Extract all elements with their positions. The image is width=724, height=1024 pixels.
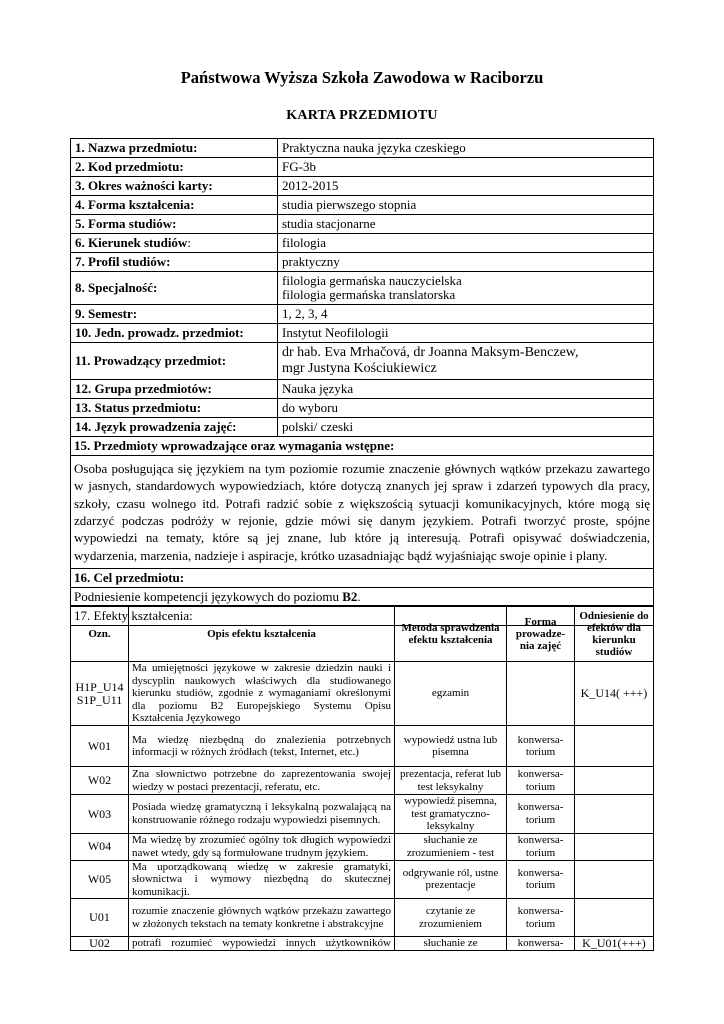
section16-level: B2 bbox=[342, 589, 358, 604]
effect-code: W03 bbox=[71, 795, 129, 834]
section16-text bbox=[71, 588, 654, 607]
section15-line: Osoba posługująca się językiem na tym poziomie rozumie znaczenie głównych wątków przekazu zawartego bbox=[74, 460, 650, 476]
info-label: 12. Grupa przedmiotów: bbox=[71, 380, 278, 399]
table-row bbox=[71, 726, 654, 767]
info-value: 1, 2, 3, 4 bbox=[278, 305, 654, 324]
info-row bbox=[71, 234, 654, 253]
info-row bbox=[71, 305, 654, 324]
section17-title: 17. Efekty kształcenia: bbox=[71, 607, 654, 626]
section16-header-row bbox=[71, 569, 654, 588]
section15-line: szkoły, czasu wolnego itd. Potrafi radzić sobie z większością sytuacji komunikacyjnych, które mogą się bbox=[74, 495, 650, 511]
effect-form: konwersa-torium bbox=[507, 767, 575, 795]
effect-code: U02 bbox=[71, 937, 129, 951]
effect-description: Ma wiedzę by zrozumieć ogólny tok długich wypowiedzi nawet wtedy, gdy są formułowane trudnym językiem. bbox=[129, 833, 395, 860]
section15-line: wypowiedzi na tematy, które są jej znane, lub które ją interesują. Potrafi opisywać doświadczenia, bbox=[74, 530, 650, 546]
effect-method: słuchanie ze bbox=[395, 937, 507, 951]
info-label: 8. Specjalność: bbox=[71, 272, 278, 305]
table-row bbox=[71, 767, 654, 795]
effect-reference bbox=[575, 795, 654, 834]
effect-code: W05 bbox=[71, 860, 129, 899]
info-value: Nauka języka bbox=[278, 380, 654, 399]
info-row bbox=[71, 196, 654, 215]
sections-table bbox=[70, 436, 654, 626]
table-row bbox=[71, 833, 654, 860]
info-row bbox=[71, 380, 654, 399]
info-label-colon: : bbox=[187, 235, 191, 250]
table-row bbox=[71, 795, 654, 834]
col-header-opis: Opis efektu kształcenia bbox=[129, 606, 395, 662]
col-header-forma: Forma prowadze-nia zajęć bbox=[507, 606, 575, 662]
info-value-line: mgr Justyna Kościukiewicz bbox=[282, 361, 437, 376]
info-value: 2012-2015 bbox=[278, 177, 654, 196]
effect-reference: K_U14( +++) bbox=[575, 662, 654, 726]
section16-text-main: Podniesienie kompetencji językowych do poziomu bbox=[74, 589, 343, 604]
info-value: studia stacjonarne bbox=[278, 215, 654, 234]
info-label: 10. Jedn. prowadz. przedmiot: bbox=[71, 324, 278, 343]
info-value: do wyboru bbox=[278, 399, 654, 418]
effect-form: konwersa-torium bbox=[507, 726, 575, 767]
effects-header-row bbox=[71, 606, 654, 662]
effect-code: W01 bbox=[71, 726, 129, 767]
section15-header-row bbox=[71, 437, 654, 456]
effect-description: Ma wiedzę niezbędną do znalezienia potrzebnych informacji w różnych źródłach (tekst, Internet, etc.) bbox=[129, 726, 395, 767]
info-row bbox=[71, 418, 654, 437]
section15-body-row bbox=[71, 456, 654, 569]
effect-form: konwersa-torium bbox=[507, 833, 575, 860]
effect-code: W02 bbox=[71, 767, 129, 795]
effect-method: słuchanie ze zrozumieniem - test bbox=[395, 833, 507, 860]
section15-line: zdarzyć podczas podróży w rejonie, gdzie mówi się danym językiem. Potrafi tworzyć proste, spójne bbox=[74, 513, 650, 528]
effect-reference bbox=[575, 833, 654, 860]
col-header-metoda: Metoda sprawdzenia efektu kształcenia bbox=[395, 606, 507, 662]
col-header-ozn: Ozn. bbox=[71, 606, 129, 662]
table-row bbox=[71, 899, 654, 937]
section16-text-end: . bbox=[357, 589, 361, 604]
info-value: studia pierwszego stopnia bbox=[278, 196, 654, 215]
info-value-line: filologia germańska nauczycielska bbox=[282, 273, 462, 288]
col-header-odniesienie: Odniesienie do efektów dla kierunku studiów bbox=[575, 606, 654, 662]
effect-description: Zna słownictwo potrzebne do zaprezentowania swojej wiedzy w postaci prezentacji, referatu, etc. bbox=[129, 767, 395, 795]
info-value: filologia bbox=[278, 234, 654, 253]
effect-form: konwersa-torium bbox=[507, 899, 575, 937]
effect-method: egzamin bbox=[395, 662, 507, 726]
effect-method: czytanie ze zrozumieniem bbox=[395, 899, 507, 937]
section16-title: 16. Cel przedmiotu: bbox=[71, 569, 654, 588]
info-label: 1. Nazwa przedmiotu: bbox=[71, 139, 278, 158]
effect-method: wypowiedź ustna lub pisemna bbox=[395, 726, 507, 767]
info-row bbox=[71, 139, 654, 158]
section15-text bbox=[71, 456, 654, 569]
effect-reference bbox=[575, 726, 654, 767]
info-label bbox=[71, 234, 278, 253]
info-row bbox=[71, 399, 654, 418]
effect-form: konwersa- bbox=[507, 937, 575, 951]
effect-description: potrafi rozumieć wypowiedzi innych użytkowników bbox=[129, 937, 395, 951]
info-label: 14. Język prowadzenia zajęć: bbox=[71, 418, 278, 437]
effect-reference bbox=[575, 899, 654, 937]
effect-method: odgrywanie ról, ustne prezentacje bbox=[395, 860, 507, 899]
info-value bbox=[278, 343, 654, 380]
info-value: polski/ czeski bbox=[278, 418, 654, 437]
effect-reference bbox=[575, 767, 654, 795]
info-row bbox=[71, 343, 654, 380]
effect-code: U01 bbox=[71, 899, 129, 937]
effect-method: prezentacja, referat lub test leksykalny bbox=[395, 767, 507, 795]
info-value-line: filologia germańska translatorska bbox=[282, 287, 456, 302]
info-label: 5. Forma studiów: bbox=[71, 215, 278, 234]
info-label: 7. Profil studiów: bbox=[71, 253, 278, 272]
info-value bbox=[278, 272, 654, 305]
table-row bbox=[71, 937, 654, 951]
section15-title: 15. Przedmioty wprowadzające oraz wymagania wstępne: bbox=[71, 437, 654, 456]
info-value: Praktyczna nauka języka czeskiego bbox=[278, 139, 654, 158]
info-row bbox=[71, 158, 654, 177]
document-title: KARTA PRZEDMIOTU bbox=[286, 108, 438, 123]
info-value: FG-3b bbox=[278, 158, 654, 177]
info-label: 9. Semestr: bbox=[71, 305, 278, 324]
effect-method: wypowiedź pisemna, test gramatyczno-leksykalny bbox=[395, 795, 507, 834]
info-label: 4. Forma kształcenia: bbox=[71, 196, 278, 215]
info-row bbox=[71, 215, 654, 234]
effect-form bbox=[507, 662, 575, 726]
effect-reference: K_U01(+++) bbox=[575, 937, 654, 951]
effects-table bbox=[70, 605, 654, 951]
effect-description: Posiada wiedzę gramatyczną i leksykalną pozwalającą na konstruowanie różnego rodzaju wypowiedzi pisemnych. bbox=[129, 795, 395, 834]
table-row bbox=[71, 860, 654, 899]
info-row bbox=[71, 253, 654, 272]
info-value: Instytut Neofilologii bbox=[278, 324, 654, 343]
effect-description: Ma uporządkowaną wiedzę w zakresie gramatyki, słownictwa i wymowy niezbędną do skutecznej komunikacji. bbox=[129, 860, 395, 899]
effect-reference bbox=[575, 860, 654, 899]
course-info-table bbox=[70, 138, 654, 437]
info-label: 3. Okres ważności karty: bbox=[71, 177, 278, 196]
info-label: 2. Kod przedmiotu: bbox=[71, 158, 278, 177]
info-label: 13. Status przedmiotu: bbox=[71, 399, 278, 418]
section16-body-row bbox=[71, 588, 654, 607]
institution-name: Państwowa Wyższa Szkoła Zawodowa w Raciborzu bbox=[180, 68, 544, 87]
info-value-line: dr hab. Eva Mrhačová, dr Joanna Maksym-Benczew, bbox=[282, 345, 579, 360]
info-value: praktyczny bbox=[278, 253, 654, 272]
effect-code: H1P_U14 S1P_U11 bbox=[71, 662, 129, 726]
info-row bbox=[71, 177, 654, 196]
info-label: 11. Prowadzący przedmiot: bbox=[71, 343, 278, 380]
effect-form: konwersa-torium bbox=[507, 795, 575, 834]
effect-description: Ma umiejętności językowe w zakresie dziedzin nauki i dyscyplin naukowych właściwych dla studiowanego kierunku studiów, zgodnie z wymaganiami określonymi dla poziomu B2 Europejskiego Systemu Opisu Kształcenia Językowego bbox=[129, 662, 395, 726]
effect-description: rozumie znaczenie głównych wątków przekazu zawartego w złożonych tekstach na tematy konkretne i abstrakcyjne bbox=[129, 899, 395, 937]
info-label-text: 6. Kierunek studiów bbox=[75, 235, 188, 250]
effect-form: konwersa-torium bbox=[507, 860, 575, 899]
effect-code: W04 bbox=[71, 833, 129, 860]
section15-line: wydarzenia, marzenia, nadzieje i aspiracje, krótko uzasadniając bądź wyjaśniając swoje opinie i plany. bbox=[74, 547, 608, 563]
info-row bbox=[71, 272, 654, 305]
section15-line: w jasnych, standardowych wypowiedziach, które dotyczą znanych jej spraw i zdarzeń typowych dla pracy, bbox=[74, 478, 650, 494]
info-row bbox=[71, 324, 654, 343]
table-row bbox=[71, 662, 654, 726]
